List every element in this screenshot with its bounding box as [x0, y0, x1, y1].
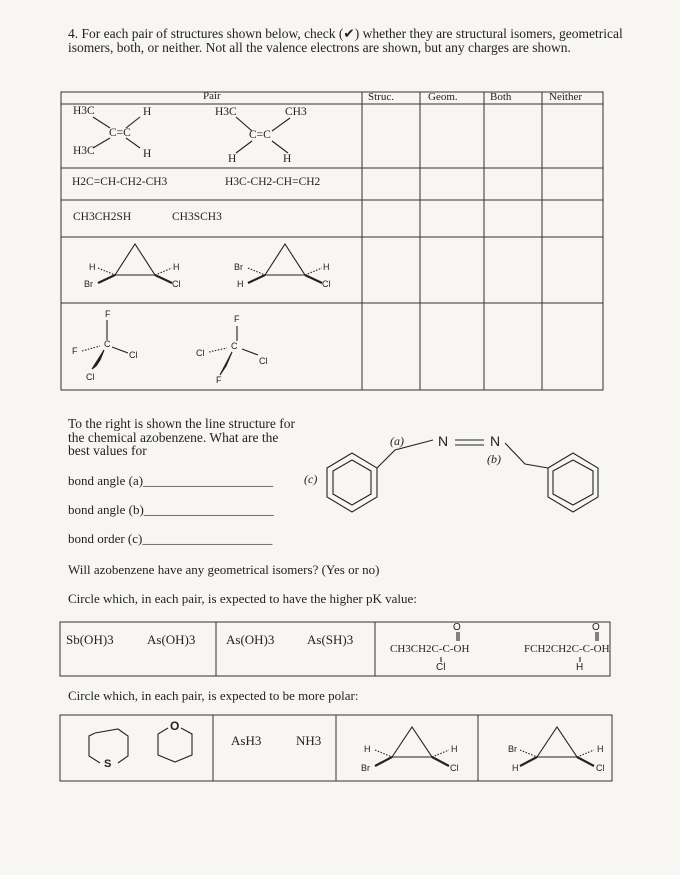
bond-angle-b: bond angle (b)____________________ — [68, 502, 274, 517]
polar-t1-h: H — [364, 744, 371, 754]
r1-left-cc: C=C — [109, 127, 131, 139]
r1-left-h3c-top: H3C — [73, 105, 95, 117]
header-neither: Neither — [549, 91, 582, 103]
pk-as-oh3-a: As(OH)3 — [147, 632, 196, 647]
polar-t2-h: H — [512, 763, 519, 773]
pk-as-sh3: As(SH)3 — [307, 632, 354, 647]
isomer-question: Will azobenzene have any geometrical isomers? (Yes or no) — [68, 562, 380, 577]
pk-m2-formula: FCH2CH2C-C-OH — [524, 643, 610, 655]
polar-t1-h2: H — [451, 744, 458, 754]
polar-t2-br: Br — [508, 744, 517, 754]
pk-as-oh3-b: As(OH)3 — [226, 632, 275, 647]
r1-right-h-left: H — [228, 153, 237, 165]
polar-t1-cl: Cl — [450, 763, 459, 773]
r4-left-h2: H — [173, 262, 180, 272]
question-text: 4. For each pair of structures shown below, check (✔) whether they are structural isomers, geometrical isomers, both, or neither. Not all the valence electrons are shown, but any charges are shown. — [68, 26, 623, 55]
r5-left-f-top: F — [105, 309, 111, 319]
polar-t2-cl: Cl — [596, 763, 605, 773]
azo-label-a: (a) — [390, 434, 404, 448]
header-geom: Geom. — [428, 91, 458, 103]
pk-m1-o: O — [453, 622, 461, 633]
r5-left-cl-bottom: Cl — [86, 372, 95, 382]
polar-nh3: NH3 — [296, 733, 322, 748]
bond-angle-a: bond angle (a)____________________ — [68, 473, 274, 488]
r4-right-br: Br — [234, 262, 243, 272]
pk-m2-o: O — [592, 622, 600, 633]
r2-left-formula: H2C=CH-CH2-CH3 — [72, 176, 168, 188]
polar-t1-br: Br — [361, 763, 370, 773]
r1-left-h3c-bottom: H3C — [73, 145, 95, 157]
r5-left-f: F — [72, 346, 78, 356]
header-pair: Pair — [203, 90, 221, 102]
r5-left-c: C — [104, 339, 111, 349]
header-both: Both — [490, 91, 512, 103]
r5-left-cl-right: Cl — [129, 350, 138, 360]
pk-m1-cl: Cl — [436, 662, 446, 673]
r4-right-cl: Cl — [322, 279, 331, 289]
r4-left-br: Br — [84, 279, 93, 289]
pk-m2-h: H — [576, 662, 584, 673]
r4-right-h: H — [237, 279, 244, 289]
r3-left-formula: CH3CH2SH — [73, 211, 132, 223]
r5-right-f-bottom: F — [216, 375, 222, 385]
polar-prompt: Circle which, in each pair, is expected to be more polar: — [68, 688, 359, 703]
polar-thiane-s: S — [104, 758, 112, 770]
polar-oxane-o: O — [170, 719, 180, 733]
r5-right-cl-left: Cl — [196, 348, 205, 358]
azo-n2: N — [490, 433, 501, 449]
r5-right-f-top: F — [234, 314, 240, 324]
r1-right-h3c: H3C — [215, 106, 237, 118]
r5-right-cl-right: Cl — [259, 356, 268, 366]
r1-right-cc: C=C — [249, 129, 271, 141]
azo-label-b: (b) — [487, 452, 501, 466]
azo-intro: To the right is shown the line structure for the chemical azobenzene. What are the best values for — [68, 416, 296, 458]
azo-n1: N — [438, 433, 449, 449]
r1-right-ch3: CH3 — [285, 106, 307, 118]
azo-label-c: (c) — [304, 472, 318, 486]
header-struc: Struc. — [368, 91, 394, 103]
r1-left-h-bottom: H — [143, 148, 152, 160]
r1-left-h-top: H — [143, 106, 152, 118]
polar-ash3: AsH3 — [231, 733, 262, 748]
r2-right-formula: H3C-CH2-CH=CH2 — [225, 176, 321, 188]
r3-right-formula: CH3SCH3 — [172, 211, 222, 223]
r4-right-h2: H — [323, 262, 330, 272]
r4-left-cl: Cl — [172, 279, 181, 289]
pk-sb-oh3: Sb(OH)3 — [66, 632, 114, 647]
pk-m1-formula: CH3CH2C-C-OH — [390, 643, 470, 655]
pk-prompt: Circle which, in each pair, is expected to have the higher pK value: — [68, 591, 417, 606]
polar-t2-h2: H — [597, 744, 604, 754]
r4-left-h: H — [89, 262, 96, 272]
bond-order-c: bond order (c)____________________ — [68, 531, 273, 546]
r5-right-c: C — [231, 341, 238, 351]
r1-right-h-right: H — [283, 153, 292, 165]
